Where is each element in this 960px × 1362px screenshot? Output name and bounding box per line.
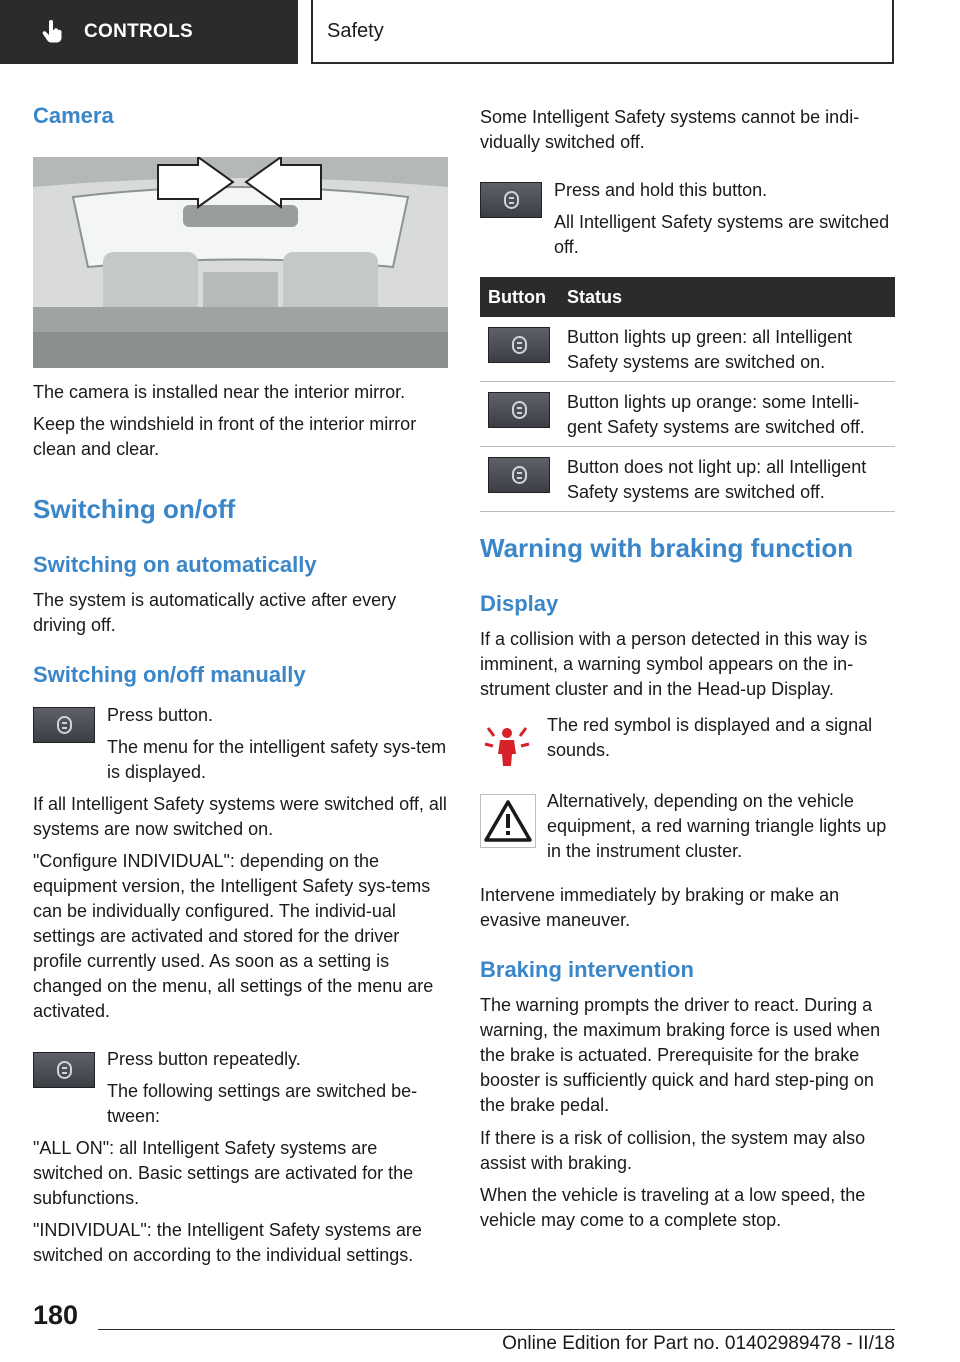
intelligent-safety-icon: [57, 1061, 72, 1079]
page-number: 180: [33, 1300, 79, 1330]
table-row: [480, 317, 895, 382]
status-cell: Button does not light up: all Intelligent Safety systems are switched off.: [567, 457, 867, 502]
configure-individual-text: "Configure INDIVIDUAL": depending on the equipment version, the Intelligent Safety sys-tems can be individually configured. The individ-ual settings are activated and stored for the driver profile currently used. As soon as a setting is changed on the menu, all settings of the menu are activated.: [33, 851, 434, 1021]
chapter-label: CONTROLS: [84, 21, 194, 42]
safety-button-orange-image: [488, 392, 550, 428]
individual-text: "INDIVIDUAL": the Intelligent Safety systems are switched on according to the individual settings.: [33, 1220, 422, 1265]
display-paragraph: If a collision with a person detected in this way is imminent, a warning symbol appears on the in-strument cluster and in the Head-up Display.: [480, 629, 868, 699]
chapter-tab: [0, 0, 298, 64]
intelligent-safety-icon: [512, 401, 527, 419]
safety-button-image: [480, 182, 542, 218]
menu-displayed-text: The menu for the intelligent safety sys-tem is displayed.: [107, 737, 447, 782]
all-off-text: All Intelligent Safety systems are switched off.: [554, 212, 890, 257]
camera-paragraph-1: The camera is installed near the interior mirror.: [33, 382, 406, 402]
hand-pointer-icon: [40, 19, 66, 45]
red-symbol-text: The red symbol is displayed and a signal sounds.: [547, 715, 873, 760]
manual-heading: Switching on/off manually: [33, 662, 306, 687]
intelligent-safety-icon: [512, 336, 527, 354]
braking-paragraph-1: The warning prompts the driver to react. During a warning, the maximum braking force is used when the brake is actuated. Prerequisite for the brake booster is sufficiently quick and hard step-ping on the brake pedal.: [480, 995, 881, 1115]
column-header-button: Button: [488, 287, 546, 307]
press-hold-text: Press and hold this button.: [554, 180, 768, 200]
auto-paragraph: The system is automatically active after every driving off.: [33, 590, 397, 635]
following-settings-text: The following settings are switched be-tween:: [107, 1081, 418, 1126]
edition-text: Online Edition for Part no. 01402989478 - II/18: [502, 1333, 895, 1354]
press-repeatedly-text: Press button repeatedly.: [107, 1049, 301, 1069]
cannot-switch-text: Some Intelligent Safety systems cannot be indi-vidually switched off.: [480, 107, 860, 152]
safety-button-image: [33, 1052, 95, 1088]
intelligent-safety-icon: [512, 466, 527, 484]
camera-interior-photo: [33, 157, 448, 368]
table-row: [480, 447, 895, 512]
display-heading: Display: [480, 591, 559, 616]
press-button-text: Press button.: [107, 705, 214, 725]
intelligent-safety-icon: [504, 191, 519, 209]
safety-button-image: [33, 707, 95, 743]
camera-paragraph-2: Keep the windshield in front of the interior mirror clean and clear.: [33, 414, 417, 459]
safety-button-green-image: [488, 327, 550, 363]
switching-heading: Switching on/off: [33, 494, 236, 524]
button-status-table: [480, 277, 895, 512]
safety-button-off-image: [488, 457, 550, 493]
table-row: [480, 382, 895, 447]
auto-heading: Switching on automatically: [33, 552, 317, 577]
all-switched-on-text: If all Intelligent Safety systems were switched off, all systems are now switched on.: [33, 794, 447, 839]
braking-paragraph-2: If there is a risk of collision, the system may also assist with braking.: [480, 1128, 866, 1173]
intervene-text: Intervene immediately by braking or make an evasive maneuver.: [480, 885, 840, 930]
all-on-text: "ALL ON": all Intelligent Safety systems are switched on. Basic settings are activated for the subfunctions.: [33, 1138, 414, 1208]
camera-heading: Camera: [33, 103, 114, 128]
status-cell: Button lights up green: all Intelligent Safety systems are switched on.: [567, 327, 853, 372]
status-cell: Button lights up orange: some Intelli-gent Safety systems are switched off.: [567, 392, 865, 437]
pedestrian-warning-icon: [482, 720, 532, 770]
footer-divider: [98, 1329, 895, 1330]
section-label: Safety: [311, 0, 894, 64]
intelligent-safety-icon: [57, 716, 72, 734]
table-header: [480, 277, 895, 317]
warning-triangle-icon: [480, 794, 536, 848]
column-header-status: Status: [567, 287, 623, 307]
braking-paragraph-3: When the vehicle is traveling at a low speed, the vehicle may come to a complete stop.: [480, 1185, 866, 1230]
alternatively-text: Alternatively, depending on the vehicle equipment, a red warning triangle lights up in the instrument cluster.: [547, 791, 887, 861]
warning-heading: Warning with braking function: [480, 533, 854, 563]
braking-heading: Braking intervention: [480, 957, 694, 982]
